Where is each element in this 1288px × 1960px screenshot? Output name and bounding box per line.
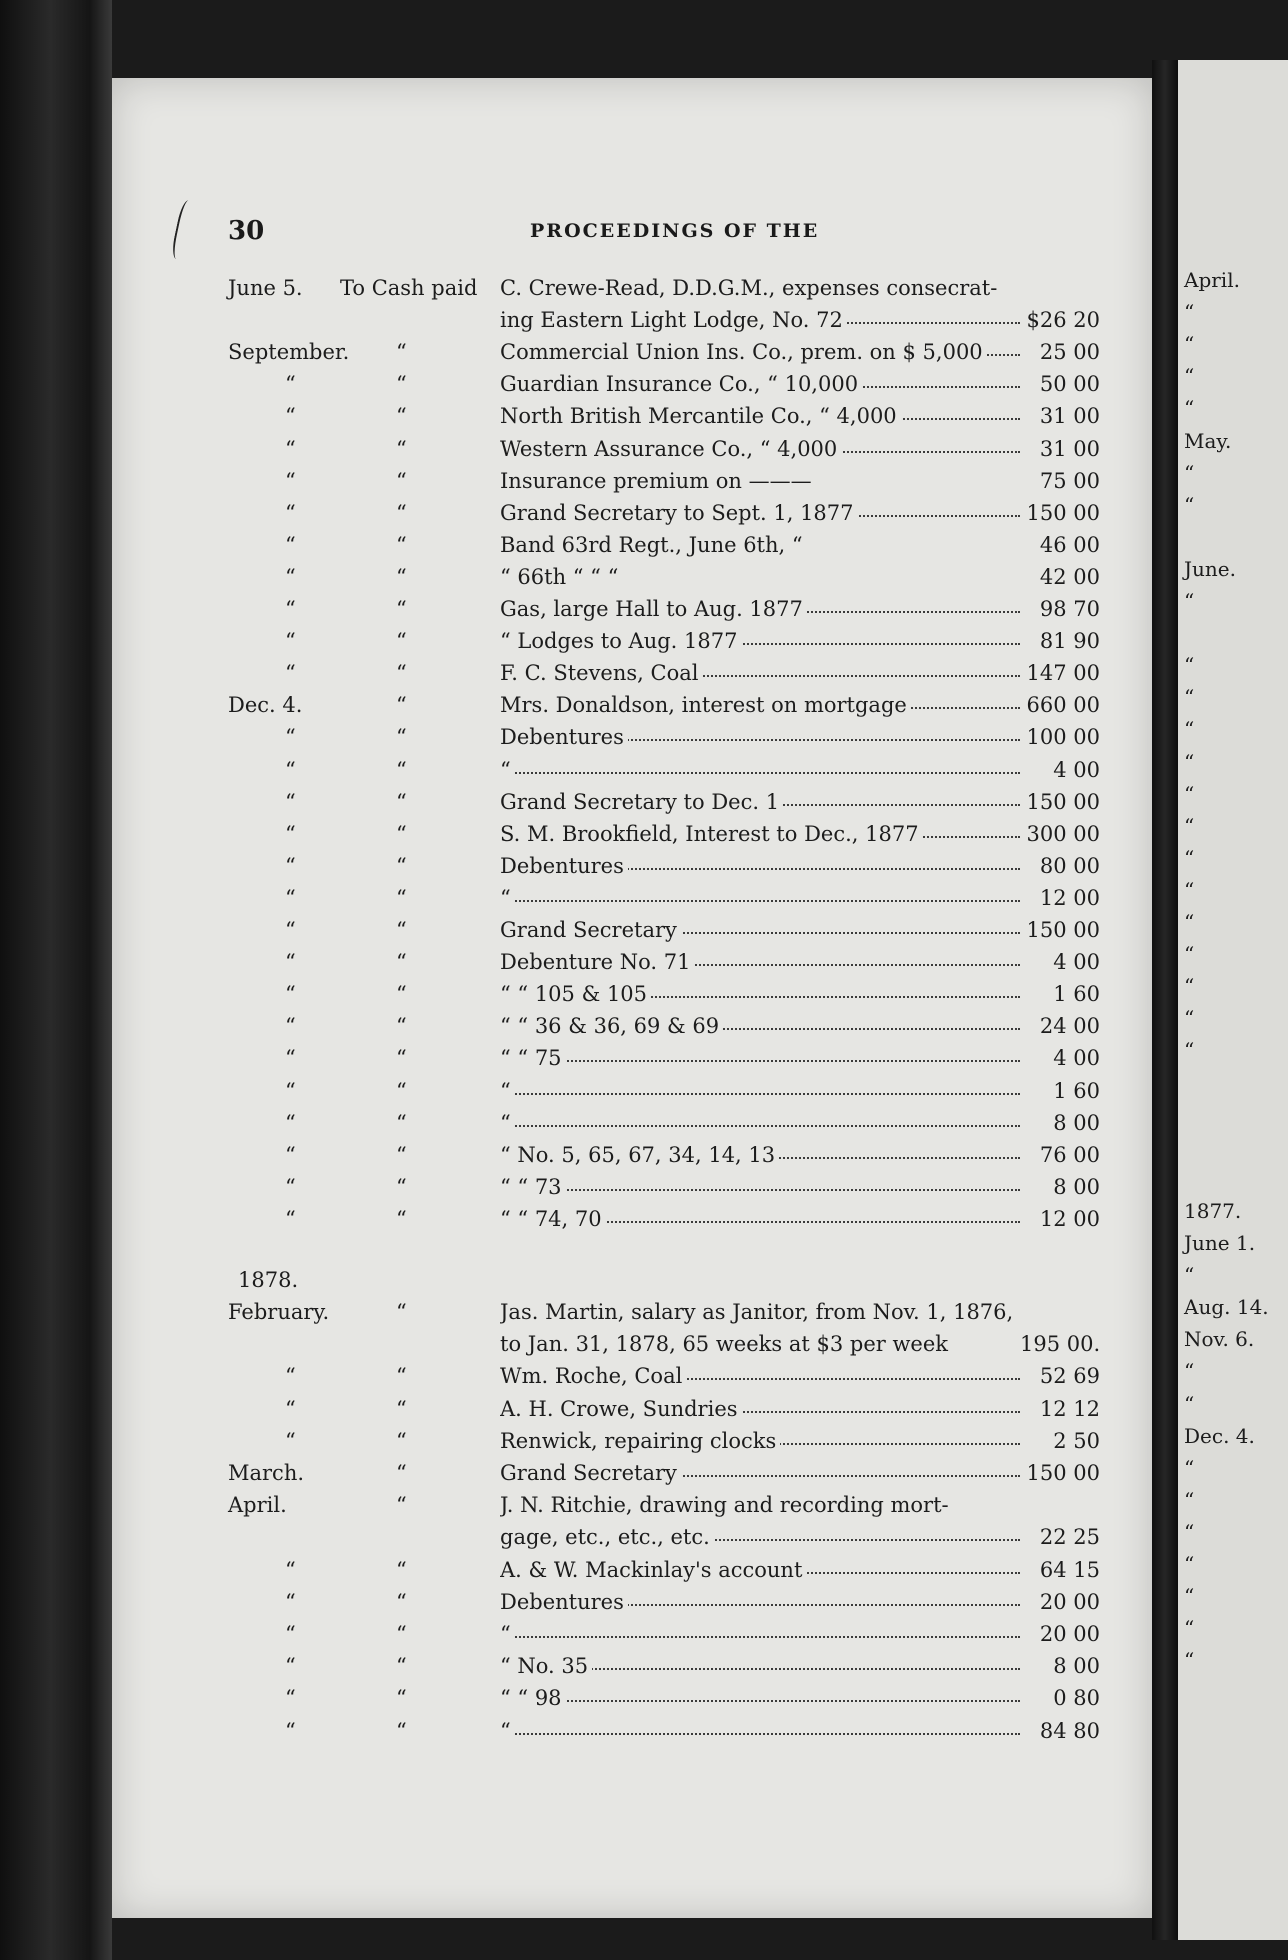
- ledger-row: [0, 1719, 1152, 1751]
- entry-amount: 8 00: [1053, 1654, 1100, 1679]
- entry-date: “: [285, 885, 296, 910]
- entry-description: [500, 1686, 1020, 1710]
- entry-description-text: “: [500, 1622, 515, 1646]
- entry-description-text: Insurance premium on ———: [500, 469, 816, 493]
- facing-page-date: “: [1184, 685, 1195, 710]
- facing-page-date: “: [1184, 1006, 1195, 1031]
- facing-page-date: Aug. 14.: [1184, 1295, 1269, 1320]
- entry-description: [500, 854, 1020, 878]
- entry-description-text: ing Eastern Light Lodge, No. 72: [500, 308, 847, 332]
- entry-date: “: [285, 1142, 296, 1167]
- ledger-row: [0, 1207, 1152, 1239]
- facing-page-date: April.: [1184, 268, 1240, 292]
- facing-page-date: “: [1184, 1519, 1195, 1544]
- ledger-row: [0, 1558, 1152, 1590]
- entry-description-text: “: [500, 758, 515, 782]
- entry-description: [500, 276, 1020, 300]
- entry-date: “: [285, 500, 296, 525]
- facing-page-date: “: [1184, 717, 1195, 742]
- entry-description: [500, 1300, 1020, 1324]
- entry-to: “: [396, 1493, 407, 1518]
- entry-description: [500, 1622, 1020, 1646]
- entry-date: “: [285, 1014, 296, 1039]
- facing-page-date: June.: [1184, 556, 1236, 581]
- entry-description: [500, 1175, 1020, 1199]
- ledger-row: [0, 308, 1152, 340]
- entry-description-text: “ Lodges to Aug. 1877: [500, 629, 741, 653]
- entry-description: [500, 918, 1020, 942]
- entry-to: To Cash paid: [340, 276, 478, 300]
- entry-date: “: [285, 436, 296, 461]
- entry-to: “: [396, 597, 407, 621]
- entry-date: February.: [228, 1300, 330, 1324]
- ledger-row: [0, 758, 1152, 790]
- entry-amount: 100 00: [1026, 725, 1100, 750]
- entry-description: [500, 533, 1020, 557]
- entry-date: “: [285, 661, 296, 686]
- entry-date: “: [285, 1078, 296, 1103]
- entry-date: “: [285, 372, 296, 397]
- facing-page-date: “: [1184, 1391, 1195, 1416]
- ledger-row: [0, 790, 1152, 822]
- entry-description: [500, 629, 1020, 653]
- entry-description: [500, 501, 1020, 525]
- entry-description: [500, 469, 1020, 493]
- entry-date: June 5.: [228, 276, 303, 300]
- ledger-row: [0, 469, 1152, 501]
- entry-description-text: Debentures: [500, 725, 628, 749]
- entry-amount: 12 12: [1039, 1396, 1100, 1421]
- ledger-row: [0, 1654, 1152, 1686]
- entry-description-text: F. C. Stevens, Coal: [500, 661, 702, 685]
- entry-amount: 76 00: [1039, 1142, 1100, 1167]
- facing-page-date: “: [1184, 492, 1195, 517]
- entry-to: “: [396, 372, 407, 397]
- facing-page-date: “: [1184, 1263, 1195, 1288]
- entry-date: “: [285, 1396, 296, 1421]
- entry-description-text: Mrs. Donaldson, interest on mortgage: [500, 693, 911, 717]
- entry-description-text: Grand Secretary: [500, 918, 681, 942]
- facing-page-date: “: [1184, 781, 1195, 806]
- entry-date: “: [285, 1110, 296, 1135]
- entry-description: [500, 790, 1020, 814]
- entry-amount: 84 80: [1039, 1718, 1100, 1743]
- entry-description: [500, 1397, 1020, 1421]
- entry-amount: 31 00: [1039, 404, 1100, 429]
- entry-date: “: [285, 629, 296, 654]
- entry-description-text: Grand Secretary: [500, 1461, 681, 1485]
- entry-to: “: [396, 404, 407, 429]
- entry-to: “: [396, 1589, 407, 1614]
- entry-description-text: Commercial Union Ins. Co., prem. on $ 5,000: [500, 340, 987, 364]
- entry-to: “: [396, 1014, 407, 1039]
- entry-description-text: Western Assurance Co., “ 4,000: [500, 437, 841, 461]
- facing-page-date: “: [1184, 653, 1195, 678]
- facing-page-date: “: [1184, 1648, 1195, 1673]
- entry-amount: 147 00: [1026, 661, 1100, 686]
- entry-to: “: [396, 821, 407, 846]
- entry-description: [500, 1429, 1020, 1453]
- entry-description: [500, 1719, 1020, 1743]
- entry-date: “: [285, 1428, 296, 1453]
- page-gutter: [1152, 60, 1178, 1940]
- entry-description-text: “: [500, 1719, 515, 1743]
- entry-description-text: “ “ 98: [500, 1686, 566, 1710]
- entry-to: “: [396, 1078, 407, 1103]
- entry-to: “: [396, 693, 407, 718]
- entry-amount: 4 00: [1053, 1046, 1100, 1071]
- facing-page-date: “: [1184, 942, 1195, 967]
- entry-description-text: S. M. Brookfield, Interest to Dec., 1877: [500, 822, 923, 846]
- ledger-row: [0, 693, 1152, 725]
- entry-date: “: [285, 597, 296, 621]
- entry-description-text: “ “ 75: [500, 1046, 566, 1070]
- entry-date: “: [285, 982, 296, 1007]
- facing-page-date: June 1.: [1184, 1231, 1256, 1255]
- facing-page-date: “: [1184, 1359, 1195, 1384]
- ledger-row: [0, 1364, 1152, 1396]
- facing-page-date: “: [1184, 845, 1195, 870]
- facing-page-date: “: [1184, 749, 1195, 774]
- ledger-row: [0, 437, 1152, 469]
- ledger-row: [0, 629, 1152, 661]
- facing-page-date: Dec. 4.: [1184, 1423, 1255, 1448]
- entry-date: “: [285, 950, 296, 975]
- ledger-row: [0, 950, 1152, 982]
- entry-amount: 2 50: [1053, 1428, 1100, 1453]
- entry-description: [500, 822, 1020, 846]
- entry-to: “: [396, 1364, 407, 1389]
- entry-date: “: [285, 1686, 296, 1711]
- entry-date: “: [285, 1206, 296, 1231]
- entry-date: “: [285, 1622, 296, 1646]
- entry-description-text: to Jan. 31, 1878, 65 weeks at $3 per week: [500, 1332, 952, 1356]
- entry-description-text: “: [500, 1111, 515, 1135]
- entry-description-text: “ “ 73: [500, 1175, 566, 1199]
- entry-to: “: [396, 1174, 407, 1199]
- entry-date: March.: [228, 1461, 305, 1485]
- entry-to: “: [396, 918, 407, 942]
- facing-page-date: “: [1184, 1552, 1195, 1576]
- entry-date: “: [285, 821, 296, 846]
- entry-description: [500, 437, 1020, 461]
- entry-description: [500, 1014, 1020, 1038]
- entry-amount: 20 00: [1039, 1589, 1100, 1614]
- entry-to: “: [396, 1461, 407, 1485]
- entry-to: “: [396, 725, 407, 750]
- entry-amount: 150 00: [1026, 500, 1100, 525]
- ledger-row: [0, 886, 1152, 918]
- ledger-row: [0, 533, 1152, 565]
- entry-date: “: [285, 918, 296, 942]
- entry-description-text: North British Mercantile Co., “ 4,000: [500, 404, 901, 428]
- ledger-row: [0, 982, 1152, 1014]
- ledger-row: [0, 1622, 1152, 1654]
- entry-date: “: [285, 532, 296, 557]
- entry-description-text: Renwick, repairing clocks: [500, 1429, 780, 1453]
- facing-page-date: “: [1184, 1487, 1195, 1512]
- entry-description: [500, 1111, 1020, 1135]
- facing-page-date: “: [1184, 589, 1195, 613]
- entry-description-text: gage, etc., etc., etc.: [500, 1525, 714, 1549]
- entry-date: September.: [228, 340, 350, 365]
- entry-description: [500, 404, 1020, 428]
- ledger-row: [0, 1461, 1152, 1493]
- entry-description-text: J. N. Ritchie, drawing and recording mort-: [500, 1493, 953, 1517]
- entry-description: [500, 1493, 1020, 1517]
- entry-date: “: [285, 1654, 296, 1679]
- entry-description-text: “ “ 105 & 105: [500, 982, 651, 1006]
- ledger-row: [0, 1046, 1152, 1078]
- entry-description-text: “ 66th “ “ “: [500, 565, 622, 589]
- ledger-row: [0, 1429, 1152, 1461]
- entry-to: “: [396, 853, 407, 878]
- facing-page-date: “: [1184, 364, 1195, 389]
- entry-to: “: [396, 468, 407, 493]
- facing-page-date: 1877.: [1184, 1198, 1242, 1223]
- entry-description: [500, 308, 1020, 332]
- running-head: PROCEEDINGS OF THE: [530, 220, 820, 242]
- ledger-row: [0, 1686, 1152, 1718]
- entry-description: [500, 1143, 1020, 1167]
- facing-page-date: “: [1184, 1616, 1195, 1641]
- entry-amount: 150 00: [1026, 1461, 1100, 1485]
- facing-page-date: “: [1184, 1455, 1195, 1480]
- entry-date: “: [285, 789, 296, 814]
- entry-amount: 50 00: [1039, 372, 1100, 397]
- entry-amount: 300 00: [1026, 821, 1100, 846]
- facing-page-date: “: [1184, 1038, 1195, 1063]
- entry-to: “: [396, 661, 407, 686]
- entry-description: [500, 1046, 1020, 1070]
- entry-to: “: [396, 1142, 407, 1167]
- entry-amount: 20 00: [1039, 1622, 1100, 1646]
- entry-amount: 12 00: [1039, 1206, 1100, 1231]
- entry-date: “: [285, 757, 296, 782]
- entry-amount: 22 25: [1039, 1525, 1100, 1550]
- entry-amount: 80 00: [1039, 853, 1100, 878]
- entry-description-text: Debentures: [500, 854, 628, 878]
- ledger-row: [0, 1525, 1152, 1557]
- facing-page-date: “: [1184, 974, 1195, 999]
- entry-description: [500, 1558, 1020, 1582]
- entry-description-text: “ No. 5, 65, 67, 34, 14, 13: [500, 1143, 779, 1167]
- entry-date: “: [285, 564, 296, 589]
- ledger-row: [0, 565, 1152, 597]
- entry-to: “: [396, 629, 407, 654]
- entry-amount: $26 20: [1026, 308, 1100, 333]
- entry-amount: 1 60: [1053, 1078, 1100, 1103]
- entry-description: [500, 1590, 1020, 1614]
- entry-description-text: Grand Secretary to Dec. 1: [500, 790, 783, 814]
- entry-to: “: [396, 1622, 407, 1646]
- entry-amount: 8 00: [1053, 1174, 1100, 1199]
- entry-to: “: [396, 1718, 407, 1743]
- entry-description: [500, 1525, 1020, 1549]
- entry-date: Dec. 4.: [228, 693, 303, 718]
- facing-page: [1178, 60, 1288, 1940]
- facing-page-date: Nov. 6.: [1184, 1327, 1255, 1352]
- entry-to: “: [396, 1654, 407, 1679]
- entry-to: “: [396, 1557, 407, 1582]
- facing-page-date: “: [1184, 396, 1195, 421]
- entry-to: “: [396, 340, 407, 365]
- entry-to: “: [396, 1300, 407, 1324]
- entry-to: “: [396, 1206, 407, 1231]
- entry-description-text: A. & W. Mackinlay's account: [500, 1558, 806, 1582]
- entry-description: [500, 1461, 1020, 1485]
- entry-to: “: [396, 982, 407, 1007]
- entry-description-text: Band 63rd Regt., June 6th, “: [500, 533, 807, 557]
- ledger-row: [0, 1111, 1152, 1143]
- entry-description-text: “ “ 36 & 36, 69 & 69: [500, 1014, 723, 1038]
- ledger-row: [0, 340, 1152, 372]
- entry-amount: 81 90: [1039, 629, 1100, 654]
- entry-to: “: [396, 500, 407, 525]
- entry-amount: 195 00.: [1020, 1332, 1101, 1357]
- entry-description: [500, 597, 1020, 621]
- entry-description-text: Gas, large Hall to Aug. 1877: [500, 597, 807, 621]
- entry-description: [500, 1332, 1020, 1356]
- entry-to: “: [396, 789, 407, 814]
- entry-description-text: “ “ 74, 70: [500, 1207, 606, 1231]
- entry-amount: 46 00: [1039, 532, 1100, 557]
- ledger-row: [0, 276, 1152, 308]
- ledger-row: [0, 1332, 1152, 1364]
- entry-amount: 4 00: [1053, 950, 1100, 975]
- ledger-row: [0, 1590, 1152, 1622]
- entry-description: [500, 565, 1020, 589]
- facing-page-date: “: [1184, 300, 1195, 325]
- entry-to: “: [396, 1428, 407, 1453]
- entry-description: [500, 1654, 1020, 1678]
- entry-amount: 12 00: [1039, 885, 1100, 910]
- entry-to: “: [396, 757, 407, 782]
- facing-page-date: “: [1184, 460, 1195, 485]
- entry-to: “: [396, 1110, 407, 1135]
- year-label: 1878.: [238, 1268, 299, 1292]
- ledger-row: [0, 404, 1152, 436]
- entry-to: “: [396, 885, 407, 910]
- ledger-row: [0, 1300, 1152, 1332]
- ledger-row: [0, 372, 1152, 404]
- ledger-row: [0, 1143, 1152, 1175]
- entry-amount: 64 15: [1039, 1557, 1100, 1582]
- entry-amount: 150 00: [1026, 789, 1100, 814]
- entry-description-text: Guardian Insurance Co., “ 10,000: [500, 372, 862, 396]
- entry-description-text: Debentures: [500, 1590, 628, 1614]
- entry-to: “: [396, 950, 407, 975]
- entry-date: “: [285, 725, 296, 750]
- entry-date: “: [285, 853, 296, 878]
- entry-description: [500, 982, 1020, 1006]
- entry-date: April.: [228, 1493, 287, 1518]
- entry-description: [500, 340, 1020, 364]
- ledger-row: [0, 1079, 1152, 1111]
- entry-description: [500, 1207, 1020, 1231]
- entry-date: “: [285, 1557, 296, 1582]
- entry-to: “: [396, 1046, 407, 1071]
- facing-page-date: “: [1184, 813, 1195, 838]
- entry-amount: 8 00: [1053, 1110, 1100, 1135]
- ledger-row: [0, 854, 1152, 886]
- entry-to: “: [396, 1686, 407, 1711]
- entry-description-text: “ No. 35: [500, 1654, 592, 1678]
- entry-description: [500, 758, 1020, 782]
- entry-to: “: [396, 564, 407, 589]
- entry-date: “: [285, 1364, 296, 1389]
- entry-to: “: [396, 436, 407, 461]
- entry-date: “: [285, 1589, 296, 1614]
- entry-description-text: A. H. Crowe, Sundries: [500, 1397, 742, 1421]
- entry-description: [500, 693, 1020, 717]
- entry-amount: 0 80: [1053, 1686, 1100, 1711]
- entry-description: [500, 886, 1020, 910]
- entry-description: [500, 1364, 1020, 1388]
- entry-description-text: Jas. Martin, salary as Janitor, from Nov. 1, 1876,: [500, 1300, 1017, 1324]
- entry-description: [500, 661, 1020, 685]
- entry-description: [500, 950, 1020, 974]
- entry-amount: 1 60: [1053, 982, 1100, 1007]
- entry-amount: 52 69: [1039, 1364, 1100, 1389]
- entry-amount: 660 00: [1026, 693, 1100, 718]
- entry-description-text: Grand Secretary to Sept. 1, 1877: [500, 501, 858, 525]
- entry-amount: 4 00: [1053, 757, 1100, 782]
- facing-page-date: “: [1184, 910, 1195, 934]
- entry-date: “: [285, 468, 296, 493]
- entry-description-text: Debenture No. 71: [500, 950, 695, 974]
- ledger-row: [0, 661, 1152, 693]
- entry-description: [500, 372, 1020, 396]
- facing-page-date: “: [1184, 1584, 1195, 1609]
- entry-amount: 98 70: [1039, 597, 1100, 621]
- entry-description: [500, 725, 1020, 749]
- facing-page-date: May.: [1184, 428, 1232, 453]
- ledger-row: [0, 597, 1152, 629]
- ledger-row: [0, 1014, 1152, 1046]
- entry-description-text: Wm. Roche, Coal: [500, 1364, 686, 1388]
- entry-to: “: [396, 532, 407, 557]
- entry-amount: 75 00: [1039, 468, 1100, 493]
- ledger-row: [0, 725, 1152, 757]
- entry-amount: 25 00: [1039, 340, 1100, 365]
- entry-description-text: “: [500, 1079, 515, 1103]
- entry-description-text: “: [500, 886, 515, 910]
- page-number: 30: [228, 216, 265, 246]
- entry-date: “: [285, 1174, 296, 1199]
- ledger-row: [0, 918, 1152, 950]
- entry-date: “: [285, 1718, 296, 1743]
- entry-amount: 31 00: [1039, 436, 1100, 461]
- ledger-row: [0, 1175, 1152, 1207]
- entry-to: “: [396, 1396, 407, 1421]
- entry-amount: 24 00: [1039, 1014, 1100, 1039]
- facing-page-date: “: [1184, 877, 1195, 902]
- entry-amount: 150 00: [1026, 918, 1100, 942]
- year-row: [0, 1268, 1152, 1300]
- entry-amount: 42 00: [1039, 564, 1100, 589]
- entry-description: [500, 1079, 1020, 1103]
- facing-page-date: “: [1184, 332, 1195, 357]
- ledger-row: [0, 1397, 1152, 1429]
- entry-description-text: C. Crewe-Read, D.D.G.M., expenses consecrat-: [500, 276, 1001, 300]
- ledger-row: [0, 1493, 1152, 1525]
- ledger-row: [0, 501, 1152, 533]
- entry-date: “: [285, 404, 296, 429]
- ledger-row: [0, 822, 1152, 854]
- entry-date: “: [285, 1046, 296, 1071]
